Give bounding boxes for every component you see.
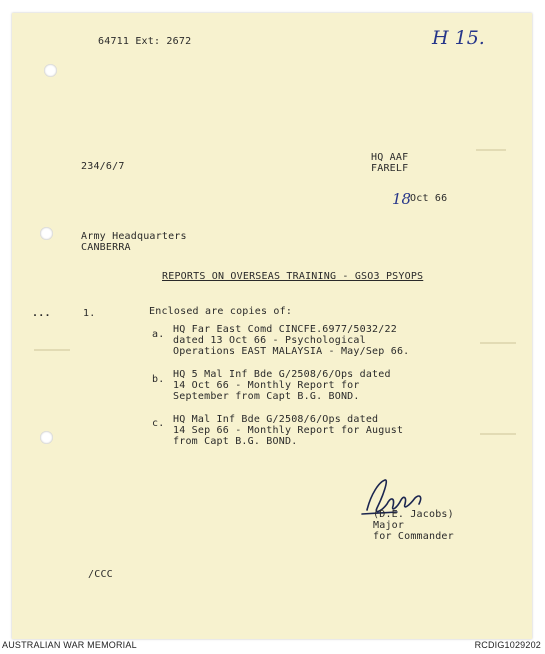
page-number-handwritten: H 15.	[432, 27, 485, 49]
item-a-line-2: dated 13 Oct 66 - Psychological	[173, 335, 366, 346]
item-letter-c: c.	[152, 418, 165, 429]
faint-mark	[476, 149, 506, 151]
footer-right-label: RCDIG1029202	[474, 640, 541, 650]
sender-line-2: FARELF	[371, 163, 409, 174]
reference-number: 234/6/7	[81, 161, 125, 172]
item-c-line-2: 14 Sep 66 - Monthly Report for August	[173, 425, 404, 436]
file-reference: 64711 Ext: 2672	[98, 36, 192, 47]
punch-hole	[40, 227, 53, 240]
faint-mark	[480, 342, 516, 344]
item-a-line-3: Operations EAST MALAYSIA - May/Sep 66.	[173, 346, 410, 357]
signatory-role: for Commander	[373, 531, 454, 542]
paragraph-number: 1.	[83, 308, 96, 319]
signatory-name: (D.E. Jacobs)	[373, 509, 454, 520]
signatory-rank: Major	[373, 520, 405, 531]
date-day-handwritten: 18	[392, 190, 412, 208]
paragraph-intro: Enclosed are copies of:	[149, 306, 293, 317]
margin-dots: ...	[32, 308, 51, 319]
item-b-line-1: HQ 5 Mal Inf Bde G/2508/6/Ops dated	[173, 369, 391, 380]
addressee-line-2: CANBERRA	[81, 242, 131, 253]
faint-mark	[480, 433, 516, 435]
faint-mark	[34, 349, 70, 351]
item-b-line-3: September from Capt B.G. BOND.	[173, 391, 360, 402]
punch-hole	[44, 64, 57, 77]
item-b-line-2: 14 Oct 66 - Monthly Report for	[173, 380, 360, 391]
subject-heading: REPORTS ON OVERSEAS TRAINING - GSO3 PSYOPS	[162, 271, 424, 282]
sender-line-1: HQ AAF	[371, 152, 409, 163]
footer-left-label: AUSTRALIAN WAR MEMORIAL	[2, 640, 137, 650]
item-c-line-3: from Capt B.G. BOND.	[173, 436, 298, 447]
item-a-line-1: HQ Far East Comd CINCFE.6977/5032/22	[173, 324, 397, 335]
addressee-line-1: Army Headquarters	[81, 231, 187, 242]
punch-hole	[40, 431, 53, 444]
item-letter-b: b.	[152, 374, 165, 385]
date-month-year: Oct 66	[410, 193, 448, 204]
item-letter-a: a.	[152, 329, 165, 340]
item-c-line-1: HQ Mal Inf Bde G/2508/6/Ops dated	[173, 414, 379, 425]
typist-reference: /CCC	[88, 569, 113, 580]
